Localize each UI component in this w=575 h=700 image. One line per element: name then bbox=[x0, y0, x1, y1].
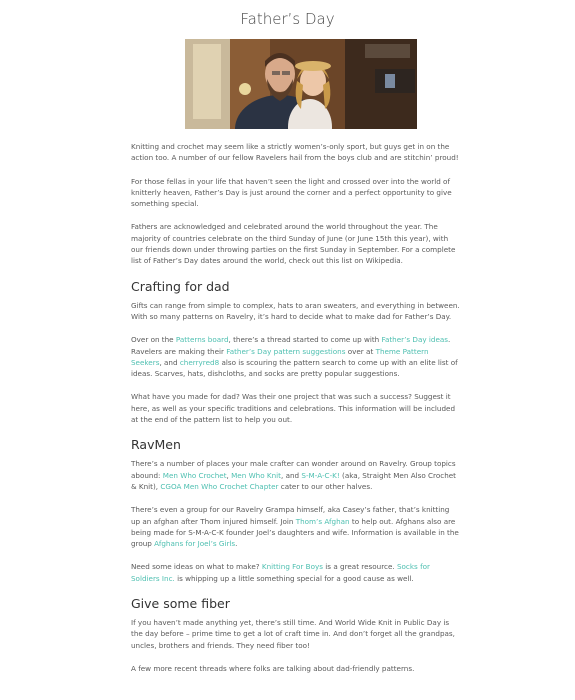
text-span: , and bbox=[159, 357, 180, 367]
post-title: Father’s Day bbox=[240, 10, 335, 28]
socks-for-soldiers-link[interactable]: Socks for Soldiers Inc. bbox=[131, 562, 430, 583]
thoms-afghan-link[interactable]: Thom’s Afghan bbox=[295, 516, 350, 526]
heading-crafting-for-dad: Crafting for dad bbox=[131, 278, 230, 294]
text-span: is a great resource. bbox=[323, 562, 397, 572]
paragraph-ideas bbox=[131, 561, 460, 584]
cherryred8-link[interactable]: cherryred8 bbox=[179, 357, 220, 367]
text-span: to help out. Afghans also are being made for S-M-A-C-K founder Joel’s daughters and wife. Information is available in the group bbox=[131, 516, 459, 549]
men-who-crochet-link[interactable]: Men Who Crochet bbox=[162, 470, 227, 480]
text-span: over at bbox=[345, 346, 376, 356]
text-span: There’s even a group for our Ravelry Grampa himself, aka Casey’s father, that’s knitting up an afghan after Thom injured himself. Join bbox=[131, 505, 450, 526]
men-who-knit-link[interactable]: Men Who Knit bbox=[231, 470, 282, 480]
heading-give-some-fiber: Give some fiber bbox=[131, 596, 230, 612]
paragraph-recent-threads: A few more recent threads where folks are talking about dad-friendly patterns. bbox=[131, 663, 415, 673]
text-span: , bbox=[226, 470, 232, 480]
intro-paragraph: Knitting and crochet may seem like a strictly women’s-only sport, but guys get in on the action too. A number of our fellow Ravelers hail from the boys club and are stitchin’ proud! bbox=[131, 142, 459, 163]
text-span: (aka, Straight Men Also Crochet & Knit), bbox=[131, 470, 456, 491]
paragraph-group-topics bbox=[131, 458, 460, 492]
afghans-for-joels-girls-link[interactable]: Afghans for Joel’s Girls bbox=[154, 539, 236, 549]
text-span: , there’s a thread started to come up with bbox=[228, 335, 382, 345]
text-span: is whipping up a little something special for a good cause as well. bbox=[174, 573, 414, 583]
text-span: There’s a number of places your male crafter can wonder around on Ravelry. Group topics abound: bbox=[131, 459, 456, 480]
text-span: also is scouring the pattern search to come up with an elite list of ideas. Scarves, hats, dishcloths, and socks are pretty popular suggestions. bbox=[131, 357, 458, 379]
smack-link[interactable]: S-M-A-C-K! bbox=[301, 470, 340, 480]
post-content bbox=[131, 141, 460, 686]
paragraph-celebrations: Fathers are acknowledged and celebrated around the world throughout the year. The majority of countries celebrate on the third Sunday of June (or June 15th this year), with our friends down under throwing parties on the first Sunday in September. For a complete list of Father’s Day dates around the world, check out this list on Wikipedia. bbox=[131, 222, 456, 266]
paragraph-what-have-you-made: What have you made for dad? Was their one project that was such a success? Suggest it here, as well as your specific traditions and celebrations. This information will be included at the end of the pattern list to help you out. bbox=[131, 392, 456, 425]
paragraph-fellas: For those fellas in your life that haven’t seen the light and crossed over into the world of knitterly heaven, Father’s Day is just around the corner and a perfect opportunity to give something special. bbox=[131, 176, 452, 209]
cgoa-men-who-crochet-link[interactable]: CGOA Men Who Crochet Chapter bbox=[160, 481, 279, 491]
text-span: Need some ideas on what to make? bbox=[131, 562, 262, 572]
knitting-for-boys-link[interactable]: Knitting For Boys bbox=[261, 562, 324, 572]
paragraph-ravelry-grampa bbox=[131, 504, 460, 549]
paragraph-patterns-board bbox=[131, 334, 460, 379]
text-span: cater to our other halves. bbox=[278, 481, 373, 491]
text-span: . bbox=[235, 539, 238, 549]
fathers-day-ideas-link[interactable]: Father’s Day ideas bbox=[381, 335, 449, 345]
paragraph-still-time: If you haven’t made anything yet, there’s still time. And World Wide Knit in Public Day is the day before – prime time to get a lot of craft time in. And don’t forget all the grandpas, uncles, brothers and friends. They need fiber too! bbox=[131, 618, 455, 650]
paragraph-gifts: Gifts can range from simple to complex, hats to aran sweaters, and everything in between. With so many patterns on Ravelry, it’s hard to decide what to make dad for Father’s Day. bbox=[131, 300, 460, 321]
fathers-day-photo bbox=[185, 39, 417, 129]
patterns-board-link[interactable]: Patterns board bbox=[175, 335, 229, 345]
pattern-suggestions-link[interactable]: Father’s Day pattern suggestions bbox=[226, 346, 346, 356]
text-span: Over on the bbox=[131, 335, 176, 345]
heading-ravmen: RavMen bbox=[131, 437, 181, 453]
text-span: , and bbox=[281, 470, 302, 480]
text-span: . Ravelers are making their bbox=[131, 335, 451, 356]
theme-pattern-seekers-link[interactable]: Theme Pattern Seekers bbox=[131, 346, 429, 367]
